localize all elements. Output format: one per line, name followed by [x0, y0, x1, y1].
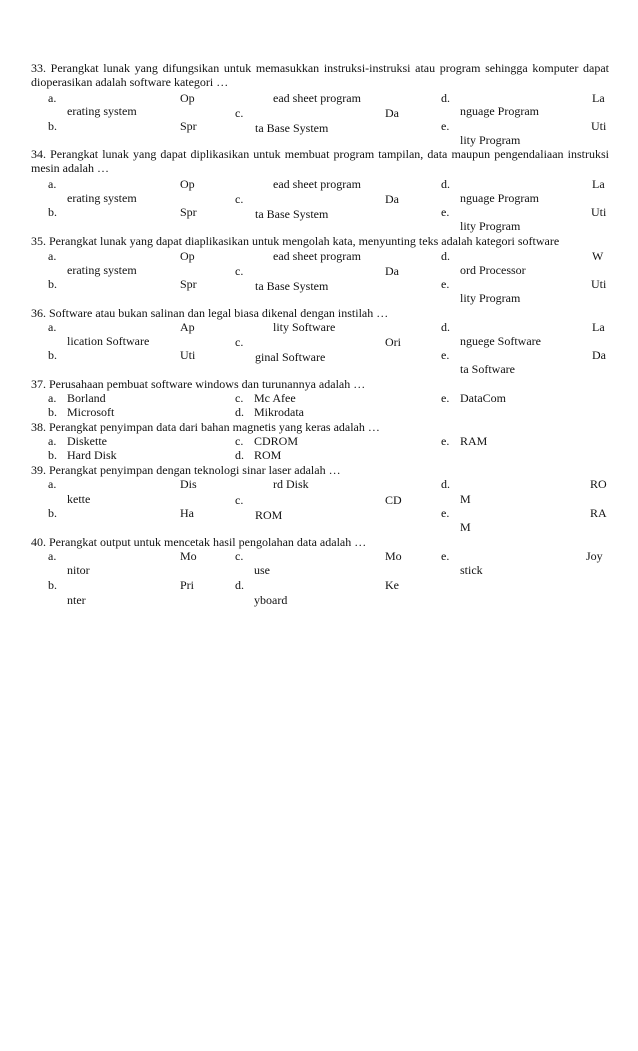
- question-text: Perangkat lunak yang dapat diplikasikan untuk membuat program tampilan, data maupun pengendaliaan instruksi mesin adalah …: [31, 147, 610, 176]
- option-b-part1: Spr: [180, 119, 197, 133]
- question-text: Perusahaan pembuat software windows dan turunannya adalah …: [49, 377, 366, 391]
- option-d-part2: nguage Program: [460, 191, 539, 205]
- option-d-letter: d.: [235, 405, 244, 419]
- option-a-letter: a.: [48, 91, 57, 105]
- question-text: Perangkat lunak yang dapat diaplikasikan untuk mengolah kata, menyunting teks adalah kategori software: [49, 234, 560, 248]
- option-d-letter: d.: [441, 320, 450, 334]
- option-c-part2: ta Base System: [255, 121, 329, 135]
- option-a-letter: a.: [48, 391, 57, 405]
- option-c-text: Mc Afee: [254, 391, 296, 405]
- option-e-part2: lity Program: [460, 133, 521, 147]
- option-e-letter: e.: [441, 506, 450, 520]
- option-b-part2: lity Software: [273, 320, 336, 334]
- option-c-letter: c.: [235, 549, 244, 563]
- option-e-letter: e.: [441, 277, 450, 291]
- question-text: Perangkat lunak yang difungsikan untuk memasukkan instruksi-instruksi atau program sehingga komputer dapat dioperasikan adalah software kategori …: [31, 61, 609, 90]
- option-a-letter: a.: [48, 477, 57, 491]
- option-a-text: Borland: [67, 391, 106, 405]
- option-e-letter: e.: [441, 391, 450, 405]
- question-36: [31, 306, 609, 320]
- option-c-text: CDROM: [254, 434, 299, 448]
- option-e-part2: M: [460, 520, 471, 534]
- option-b-letter: b.: [48, 277, 57, 291]
- question-35: [31, 234, 609, 248]
- option-a-letter: a.: [48, 549, 57, 563]
- question-number: 40.: [31, 535, 46, 549]
- option-d-part2: ord Processor: [460, 263, 526, 277]
- question-text: Perangkat output untuk mencetak hasil pengolahan data adalah …: [49, 535, 367, 549]
- option-d-letter: d.: [441, 249, 450, 263]
- option-c-letter: c.: [235, 264, 244, 278]
- option-a-letter: a.: [48, 434, 57, 448]
- option-e-letter: e.: [441, 434, 450, 448]
- option-e-part1: Uti: [591, 205, 607, 219]
- option-d-part1: Ke: [385, 578, 399, 592]
- option-d-part2: yboard: [254, 593, 288, 607]
- option-d-letter: d.: [441, 477, 450, 491]
- question-number: 38.: [31, 420, 46, 434]
- question-38: [31, 420, 609, 434]
- option-e-part1: Joy: [586, 549, 603, 563]
- option-b-letter: b.: [48, 448, 57, 462]
- question-number: 36.: [31, 306, 46, 320]
- option-b-part2: ead sheet program: [273, 249, 361, 263]
- option-e-text: DataCom: [460, 391, 506, 405]
- option-d-letter: d.: [441, 91, 450, 105]
- option-b-letter: b.: [48, 119, 57, 133]
- option-e-part1: Uti: [591, 277, 607, 291]
- question-number: 33.: [31, 61, 46, 75]
- option-b-letter: b.: [48, 205, 57, 219]
- option-d-part2: nguage Program: [460, 104, 539, 118]
- option-d-part1: La: [592, 177, 605, 191]
- option-d-part1: La: [592, 320, 605, 334]
- option-d-part1: La: [592, 91, 605, 105]
- option-b-part1: Ha: [180, 506, 194, 520]
- option-b-part2: ead sheet program: [273, 177, 361, 191]
- question-number: 34.: [31, 147, 46, 161]
- question-39: [31, 463, 609, 477]
- option-b-letter: b.: [48, 506, 57, 520]
- question-number: 37.: [31, 377, 46, 391]
- question-text: Perangkat penyimpan dengan teknologi sinar laser adalah …: [49, 463, 341, 477]
- option-b-part2: ead sheet program: [273, 91, 361, 105]
- option-c-letter: c.: [235, 192, 244, 206]
- question-number: 35.: [31, 234, 46, 248]
- option-d-letter: d.: [441, 177, 450, 191]
- option-e-letter: e.: [441, 348, 450, 362]
- option-a-letter: a.: [48, 320, 57, 334]
- question-text: Software atau bukan salinan dan legal biasa dikenal dengan instilah …: [49, 306, 389, 320]
- option-c-part2: ta Base System: [255, 207, 329, 221]
- option-b-letter: b.: [48, 348, 57, 362]
- option-c-part2: ta Base System: [255, 279, 329, 293]
- option-e-part2: lity Program: [460, 291, 521, 305]
- option-b-part1: Spr: [180, 205, 197, 219]
- option-c-letter: c.: [235, 434, 244, 448]
- option-b-text: Microsoft: [67, 405, 115, 419]
- option-b-part2: rd Disk: [273, 477, 309, 491]
- option-b-part2: nter: [67, 593, 86, 607]
- question-number: 39.: [31, 463, 46, 477]
- option-c-letter: c.: [235, 335, 244, 349]
- option-a-part2: kette: [67, 492, 91, 506]
- option-b-text: Hard Disk: [67, 448, 117, 462]
- option-c-part1: Da: [385, 106, 399, 120]
- option-e-letter: e.: [441, 119, 450, 133]
- option-a-part1: Dis: [180, 477, 197, 491]
- option-a-text: Diskette: [67, 434, 107, 448]
- option-b-letter: b.: [48, 578, 57, 592]
- option-a-letter: a.: [48, 177, 57, 191]
- option-a-part1: Op: [180, 177, 195, 191]
- option-c-part1: Da: [385, 264, 399, 278]
- option-d-text: Mikrodata: [254, 405, 304, 419]
- question-33: [31, 61, 609, 90]
- option-e-part2: stick: [460, 563, 483, 577]
- question-37: [31, 377, 609, 391]
- option-e-part2: lity Program: [460, 219, 521, 233]
- option-d-part2: M: [460, 492, 471, 506]
- option-b-part1: Spr: [180, 277, 197, 291]
- option-d-part1: RO: [590, 477, 607, 491]
- option-e-letter: e.: [441, 205, 450, 219]
- option-c-part1: Da: [385, 192, 399, 206]
- option-b-part1: Pri: [180, 578, 195, 592]
- option-a-part1: Op: [180, 249, 195, 263]
- option-e-part1: RA: [590, 506, 607, 520]
- question-34: [31, 147, 609, 176]
- option-e-letter: e.: [441, 549, 450, 563]
- question-text: Perangkat penyimpan data dari bahan magnetis yang keras adalah …: [49, 420, 380, 434]
- option-d-part1: W: [592, 249, 604, 263]
- option-d-part2: nguege Software: [460, 334, 541, 348]
- option-a-part2: lication Software: [67, 334, 150, 348]
- option-e-part2: ta Software: [460, 362, 515, 376]
- option-e-text: RAM: [460, 434, 488, 448]
- option-a-part2: nitor: [67, 563, 90, 577]
- option-d-letter: d.: [235, 448, 244, 462]
- option-d-letter: d.: [235, 578, 244, 592]
- option-b-letter: b.: [48, 405, 57, 419]
- option-a-part1: Mo: [180, 549, 197, 563]
- option-c-letter: c.: [235, 391, 244, 405]
- question-40: [31, 535, 609, 549]
- option-a-part2: erating system: [67, 191, 137, 205]
- option-a-letter: a.: [48, 249, 57, 263]
- option-a-part2: erating system: [67, 104, 137, 118]
- option-e-part1: Da: [592, 348, 606, 362]
- option-c-part2: ginal Software: [255, 350, 326, 364]
- option-d-text: ROM: [254, 448, 282, 462]
- option-c-part2: ROM: [255, 508, 283, 522]
- option-c-letter: c.: [235, 493, 244, 507]
- option-e-part1: Uti: [591, 119, 607, 133]
- option-a-part1: Op: [180, 91, 195, 105]
- option-a-part2: erating system: [67, 263, 137, 277]
- option-c-letter: c.: [235, 106, 244, 120]
- option-a-part1: Ap: [180, 320, 195, 334]
- option-c-part2: use: [254, 563, 270, 577]
- option-b-part1: Uti: [180, 348, 196, 362]
- option-c-part1: CD: [385, 493, 402, 507]
- option-c-part1: Ori: [385, 335, 401, 349]
- option-c-part1: Mo: [385, 549, 402, 563]
